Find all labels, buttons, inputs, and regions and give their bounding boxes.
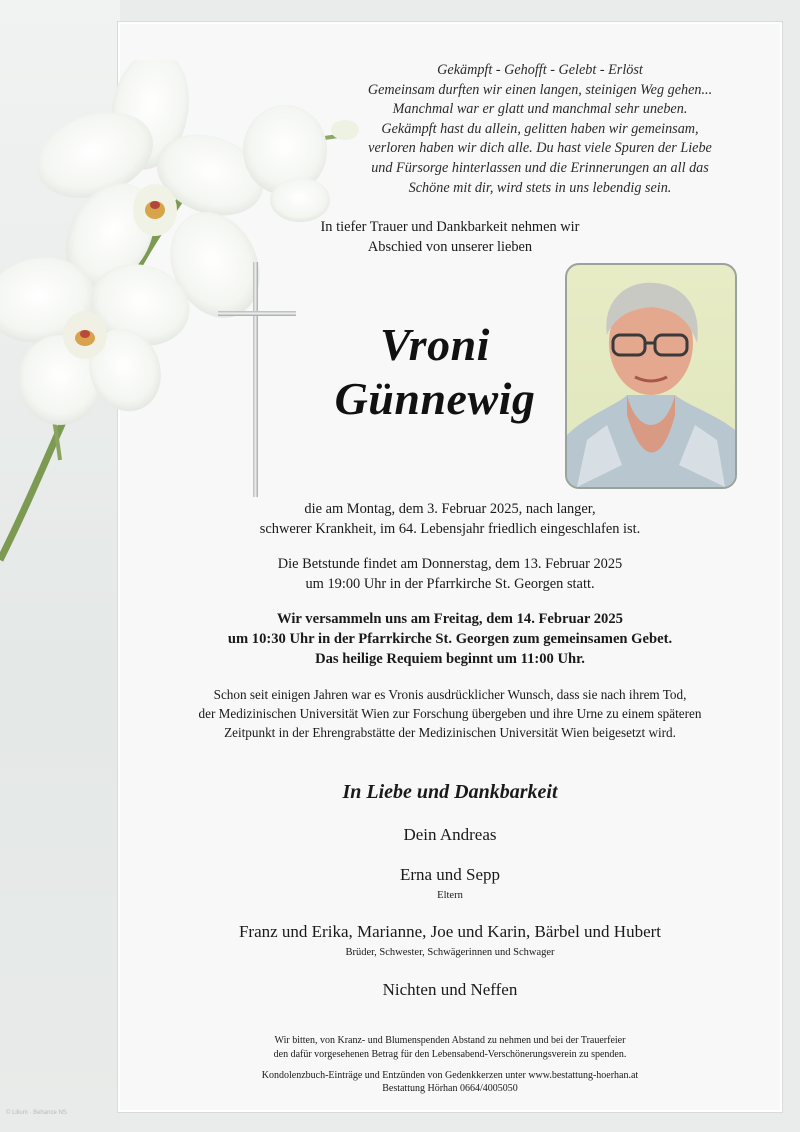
cross-bar [218, 311, 296, 316]
poem-line: Gemeinsam durften wir einen langen, steinigen Weg gehen... [367, 81, 713, 98]
wish-line: Schon seit einigen Jahren war es Vronis ausdrücklicher Wunsch, dass sie nach ihrem Tod, [213, 687, 687, 702]
poem [340, 61, 740, 198]
mourners-heading: In Liebe und Dankbarkeit [342, 781, 558, 803]
gathering-notice [50, 609, 800, 669]
death-notice-line: schwerer Krankheit, im 64. Lebensjahr friedlich eingeschlafen ist. [259, 521, 641, 537]
intro-text [290, 217, 610, 257]
gathering-line: um 10:30 Uhr in der Pfarrkirche St. Georgen zum gemeinsamen Gebet. [227, 631, 673, 647]
intro-line: In tiefer Trauer und Dankbarkeit nehmen wir [320, 219, 580, 235]
condolence-note: Kondolenzbuch-Einträge und Entzünden von Gedenkkerzen unter www.bestattung-hoerhan.at [261, 1070, 639, 1081]
death-notice [50, 499, 800, 539]
cross-icon [253, 262, 258, 497]
mourner-spouse: Dein Andreas [403, 825, 497, 844]
prayer-hour-line: um 19:00 Uhr in der Pfarrkirche St. Georgen statt. [305, 576, 595, 592]
wish-line: der Medizinischen Universität Wien zur Forschung übergeben und ihre Urne zu einem späteren [198, 706, 702, 721]
poem-line: Manchmal war er glatt und manchmal sehr uneben. [392, 101, 688, 118]
body-donation-wish [50, 685, 800, 742]
death-notice-line: die am Montag, dem 3. Februar 2025, nach langer, [304, 501, 596, 517]
watermark: © Lilium · Behance NS [6, 1110, 67, 1116]
mourner-siblings: Franz und Erika, Marianne, Joe und Karin, Bärbel und Hubert [238, 922, 662, 941]
poem-line: und Fürsorge hinterlassen und die Erinnerungen an all das [371, 159, 709, 176]
donation-note-line: den dafür vorgesehenen Betrag für den Lebensabend-Verschönerungsverein zu spenden. [273, 1048, 627, 1060]
donation-note [50, 1034, 800, 1061]
mourner-parents: Erna und Sepp [399, 865, 501, 884]
poem-line: Schöne mit dir, wird stets in uns lebendig sein. [408, 179, 672, 196]
poem-line: verloren haben wir dich alle. Du hast viele Spuren der Liebe [368, 140, 712, 157]
intro-line: Abschied von unserer lieben [367, 239, 533, 255]
role-siblings: Brüder, Schwester, Schwägerinnen und Schwager [345, 947, 555, 958]
gathering-line: Das heilige Requiem beginnt um 11:00 Uhr. [315, 651, 585, 667]
role-parents: Eltern [437, 890, 463, 901]
deceased-first-name: Vroni [380, 319, 490, 370]
mourner-nieces: Nichten und Neffen [382, 980, 518, 999]
wish-line: Zeitpunkt in der Ehrengrabstätte der Medizinischen Universität Wien beigesetzt wird. [224, 725, 676, 740]
poem-line: Gekämpft hast du allein, gelitten haben wir gemeinsam, [381, 120, 699, 137]
funeral-home: Bestattung Hörhan 0664/4005050 [382, 1083, 518, 1094]
poem-line: Gekämpft - Gehofft - Gelebt - Erlöst [437, 62, 643, 78]
prayer-hour [50, 554, 800, 594]
gathering-line: Wir versammeln uns am Freitag, dem 14. Februar 2025 [277, 611, 623, 627]
portrait-photo [565, 263, 737, 489]
prayer-hour-line: Die Betstunde findet am Donnerstag, dem 13. Februar 2025 [277, 556, 623, 572]
deceased-last-name: Günnewig [334, 373, 536, 424]
donation-note-line: Wir bitten, von Kranz- und Blumenspenden Abstand zu nehmen und bei der Trauerfeier [274, 1035, 626, 1046]
